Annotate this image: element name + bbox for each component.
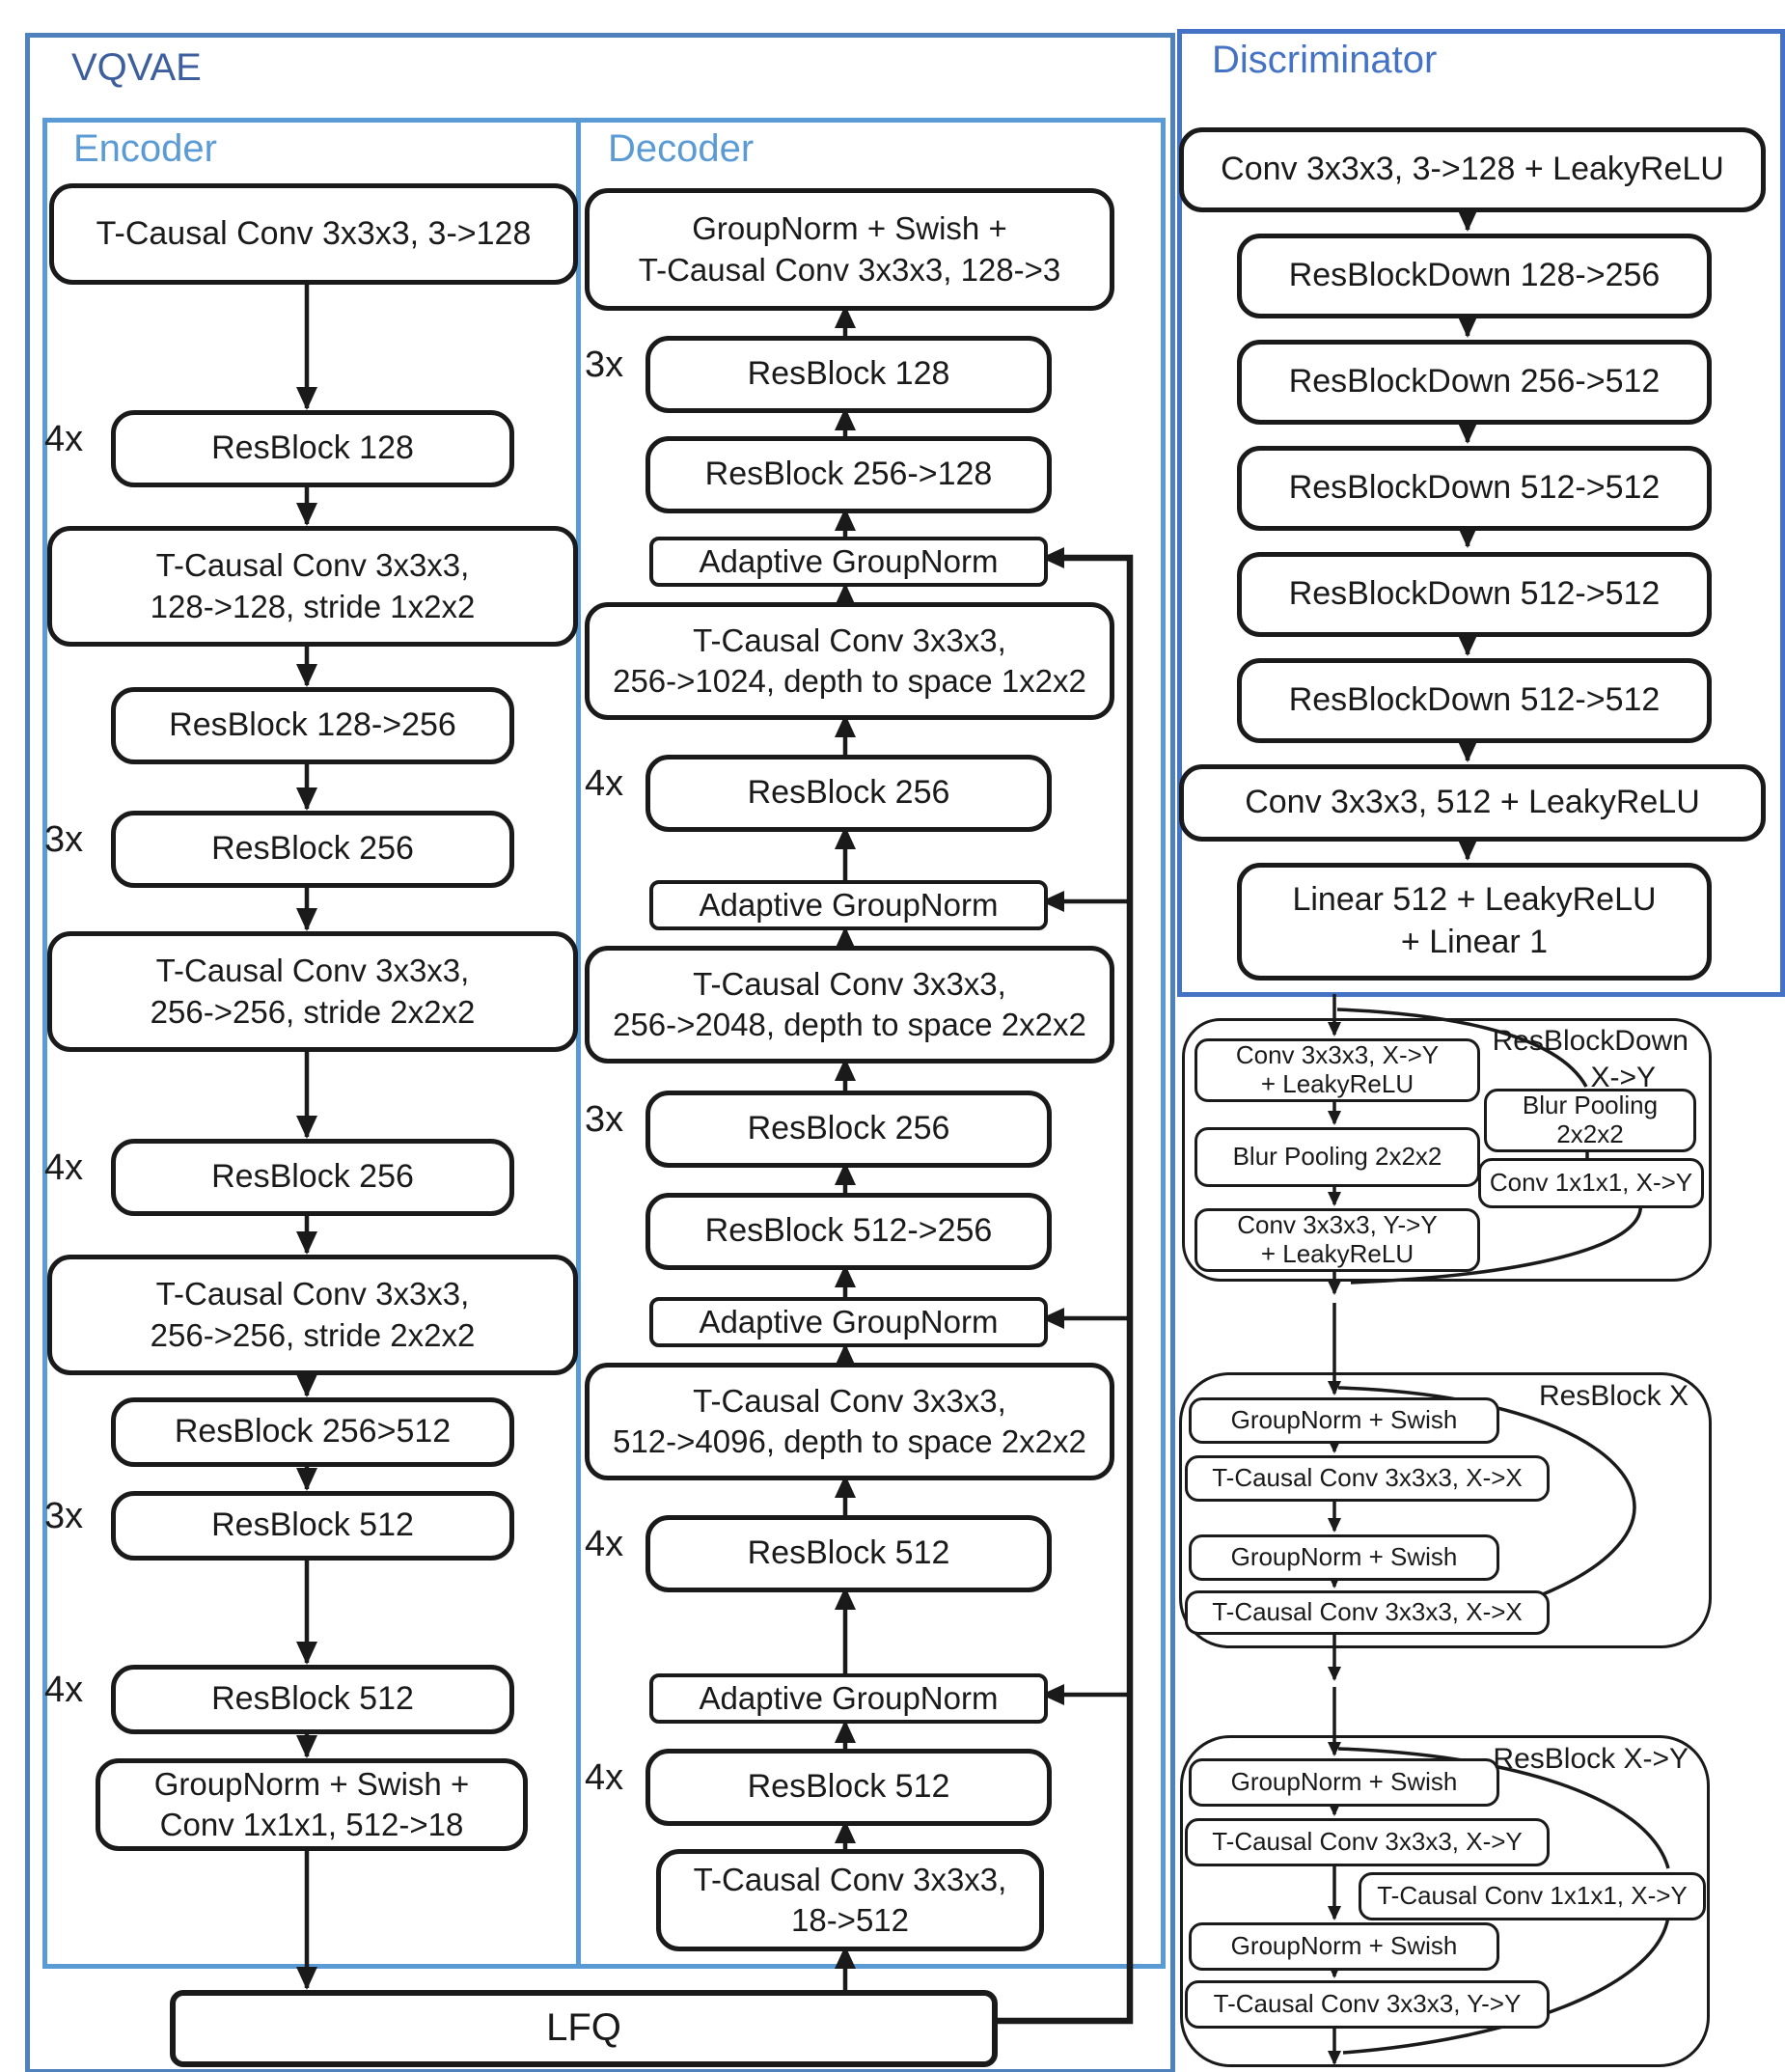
box-label: ResBlock 128->256 xyxy=(169,706,456,744)
box-label: T-Causal Conv 3x3x3, 128->3 xyxy=(638,251,1061,288)
box-label: 256->1024, depth to space 1x2x2 xyxy=(613,663,1086,699)
decoder-mult-resblock256-b: 3x xyxy=(585,1099,624,1140)
decoder-box-d2s-conv-2 xyxy=(585,946,1114,1064)
box-label: T-Causal Conv 3x3x3, xyxy=(693,965,1006,1002)
box-label: 128->128, stride 1x2x2 xyxy=(150,588,476,624)
encoder-mult-resblock512-a: 3x xyxy=(44,1496,84,1536)
definition-title-line: ResBlock X->Y xyxy=(1493,1743,1689,1775)
box-label: ResBlockDown 512->512 xyxy=(1288,575,1661,613)
decoder-title: Decoder xyxy=(608,127,755,170)
discriminator-box-rbd-128-256 xyxy=(1237,234,1712,318)
box-label: Conv 3x3x3, 3->128 + LeakyReLU xyxy=(1221,151,1724,188)
box-label: ResBlock 512 xyxy=(747,1534,950,1572)
resblock-x-definition-title xyxy=(1428,1378,1689,1415)
box-label: + LeakyReLU xyxy=(1260,1069,1414,1098)
encoder-box-resblock512-b xyxy=(111,1665,514,1734)
box-label: ResBlockDown 512->512 xyxy=(1288,469,1661,507)
box-label: 18->512 xyxy=(790,1902,910,1938)
box-label: Blur Pooling 2x2x2 xyxy=(1232,1142,1442,1172)
discriminator-title: Discriminator xyxy=(1212,39,1438,81)
rbd-conv2-box xyxy=(1195,1208,1480,1272)
box-label: T-Causal Conv 3x3x3, xyxy=(155,1276,470,1312)
box-label: GroupNorm + Swish xyxy=(1230,1405,1458,1435)
decoder-mult-resblock512-b: 4x xyxy=(585,1757,624,1798)
box-label: Conv 3x3x3, Y->Y xyxy=(1237,1210,1438,1240)
decoder-box-d2s-conv-1 xyxy=(585,602,1114,720)
box-label: ResBlock 128 xyxy=(747,355,950,393)
box-label: T-Causal Conv 3x3x3, X->X xyxy=(1212,1463,1523,1493)
box-label: + LeakyReLU xyxy=(1260,1239,1414,1268)
box-label: ResBlock 512 xyxy=(211,1506,414,1544)
box-label: Conv 3x3x3, 512 + LeakyReLU xyxy=(1245,784,1700,821)
box-label: Conv 1x1x1, 512->18 xyxy=(159,1807,464,1842)
discriminator-box-rbd-512-512-c xyxy=(1237,658,1712,743)
encoder-box-stride-conv-3 xyxy=(47,1255,578,1375)
decoder-mult-resblock512-a: 4x xyxy=(585,1524,624,1564)
box-label: T-Causal Conv 3x3x3, X->Y xyxy=(1212,1827,1523,1857)
box-label: LFQ xyxy=(546,2006,621,2050)
decoder-box-resblock256-a xyxy=(645,755,1052,832)
discriminator-box-conv512 xyxy=(1179,764,1766,842)
vqvae-title: VQVAE xyxy=(71,46,202,89)
box-label: T-Causal Conv 3x3x3, Y->Y xyxy=(1213,1989,1522,2019)
box-label: 512->4096, depth to space 2x2x2 xyxy=(613,1423,1086,1459)
discriminator-box-rbd-512-512-a xyxy=(1237,446,1712,531)
decoder-box-resblock512-b xyxy=(645,1749,1052,1826)
decoder-box-adaptive-groupnorm-3 xyxy=(649,1297,1048,1347)
encoder-box-stride-conv-1 xyxy=(47,526,578,647)
encoder-box-resblock256-b xyxy=(111,1139,514,1216)
box-label: T-Causal Conv 3x3x3, X->X xyxy=(1212,1597,1523,1627)
definition-title-line: X->Y xyxy=(1590,1061,1656,1093)
box-label: Blur Pooling xyxy=(1522,1091,1659,1120)
box-label: Conv 1x1x1, X->Y xyxy=(1489,1168,1693,1198)
box-label: ResBlockDown 256->512 xyxy=(1288,363,1661,401)
encoder-box-resblock512-a xyxy=(111,1491,514,1561)
box-label: GroupNorm + Swish + xyxy=(153,1765,470,1802)
decoder-box-output-conv xyxy=(585,188,1114,311)
box-label: ResBlock 256>512 xyxy=(174,1413,452,1450)
rbxy-conv2-box xyxy=(1185,1980,1550,2029)
rbxy-groupnorm2-box xyxy=(1189,1922,1499,1971)
box-label: T-Causal Conv 3x3x3, xyxy=(693,1382,1006,1419)
rbxy-skip-conv-box xyxy=(1359,1872,1706,1920)
box-label: GroupNorm + Swish xyxy=(1230,1767,1458,1797)
rbxy-conv1-box xyxy=(1185,1818,1550,1866)
encoder-box-resblock256-512 xyxy=(111,1397,514,1467)
encoder-box-input-conv xyxy=(49,183,578,285)
box-label: ResBlock 512->256 xyxy=(704,1212,993,1250)
box-label: ResBlock 512 xyxy=(747,1768,950,1806)
box-label: Adaptive GroupNorm xyxy=(699,1679,999,1716)
encoder-mult-resblock128: 4x xyxy=(44,419,84,459)
rbd-skip-blur-box xyxy=(1484,1089,1696,1152)
box-label: GroupNorm + Swish xyxy=(1230,1542,1458,1572)
encoder-box-stride-conv-2 xyxy=(47,931,578,1052)
rbx-conv2-box xyxy=(1185,1590,1550,1635)
box-label: ResBlock 512 xyxy=(211,1680,414,1718)
rbx-conv1-box xyxy=(1185,1455,1550,1502)
decoder-box-resblock256-b xyxy=(645,1091,1052,1168)
encoder-box-output-proj xyxy=(96,1758,528,1851)
resblockdown-definition-title xyxy=(1399,1023,1689,1095)
decoder-box-adaptive-groupnorm-1 xyxy=(649,537,1048,587)
box-label: T-Causal Conv 3x3x3, xyxy=(155,547,470,584)
box-label: T-Causal Conv 3x3x3, xyxy=(693,622,1006,658)
discriminator-box-rbd-256-512 xyxy=(1237,340,1712,425)
discriminator-box-rbd-512-512-b xyxy=(1237,552,1712,637)
box-label: ResBlock 128 xyxy=(211,429,414,467)
rbd-skip-conv-box xyxy=(1478,1158,1704,1208)
decoder-box-adaptive-groupnorm-4 xyxy=(649,1673,1048,1724)
lfq-box xyxy=(170,1990,998,2067)
box-label: T-Causal Conv 3x3x3, 3->128 xyxy=(96,214,532,252)
box-label: ResBlockDown 128->256 xyxy=(1288,257,1661,294)
box-label: Adaptive GroupNorm xyxy=(699,886,999,923)
box-label: T-Causal Conv 3x3x3, xyxy=(693,1861,1007,1897)
rbx-groupnorm2-box xyxy=(1189,1534,1499,1581)
box-label: Conv 3x3x3, X->Y xyxy=(1235,1040,1440,1070)
decoder-box-resblock128 xyxy=(645,336,1052,413)
decoder-mult-resblock128: 3x xyxy=(585,345,624,385)
definition-title-line: ResBlockDown xyxy=(1492,1025,1689,1057)
encoder-title: Encoder xyxy=(73,127,217,170)
box-label: GroupNorm + Swish xyxy=(1230,1931,1458,1961)
encoder-mult-resblock256-a: 3x xyxy=(44,819,84,860)
decoder-box-resblock256-128 xyxy=(645,436,1052,513)
resblock-xy-definition-title xyxy=(1399,1741,1689,1778)
box-label: ResBlock 256 xyxy=(747,1110,950,1147)
box-label: Linear 512 + LeakyReLU xyxy=(1292,881,1657,919)
definition-title-line: ResBlock X xyxy=(1538,1380,1689,1412)
box-label: ResBlock 256->128 xyxy=(704,456,993,493)
encoder-box-resblock128 xyxy=(111,410,514,487)
box-label: T-Causal Conv 3x3x3, xyxy=(155,953,470,989)
decoder-box-adaptive-groupnorm-2 xyxy=(649,880,1048,930)
box-label: + Linear 1 xyxy=(1400,924,1549,960)
box-label: ResBlock 256 xyxy=(211,830,414,868)
box-label: 2x2x2 xyxy=(1556,1119,1624,1148)
discriminator-box-linear-head xyxy=(1237,863,1712,981)
encoder-mult-resblock256-b: 4x xyxy=(44,1147,84,1188)
box-label: ResBlockDown 512->512 xyxy=(1288,681,1661,719)
rbd-blur-pooling-box xyxy=(1195,1127,1480,1187)
box-label: 256->256, stride 2x2x2 xyxy=(150,993,476,1030)
box-label: T-Causal Conv 1x1x1, X->Y xyxy=(1377,1881,1688,1911)
decoder-box-input-conv xyxy=(656,1849,1044,1951)
decoder-box-d2s-conv-3 xyxy=(585,1363,1114,1480)
encoder-box-resblock128-256 xyxy=(111,687,514,764)
box-label: GroupNorm + Swish + xyxy=(692,210,1007,247)
decoder-box-resblock512-a xyxy=(645,1515,1052,1592)
decoder-mult-resblock256-a: 4x xyxy=(585,763,624,804)
encoder-box-resblock256-a xyxy=(111,811,514,888)
box-label: ResBlock 256 xyxy=(747,774,950,812)
box-label: 256->2048, depth to space 2x2x2 xyxy=(613,1007,1086,1042)
encoder-mult-resblock512-b: 4x xyxy=(44,1670,84,1710)
box-label: Adaptive GroupNorm xyxy=(699,1303,999,1340)
box-label: 256->256, stride 2x2x2 xyxy=(150,1316,476,1353)
decoder-box-resblock512-256 xyxy=(645,1193,1052,1270)
discriminator-box-input-conv xyxy=(1179,127,1766,212)
box-label: Adaptive GroupNorm xyxy=(699,542,999,579)
box-label: ResBlock 256 xyxy=(211,1158,414,1196)
